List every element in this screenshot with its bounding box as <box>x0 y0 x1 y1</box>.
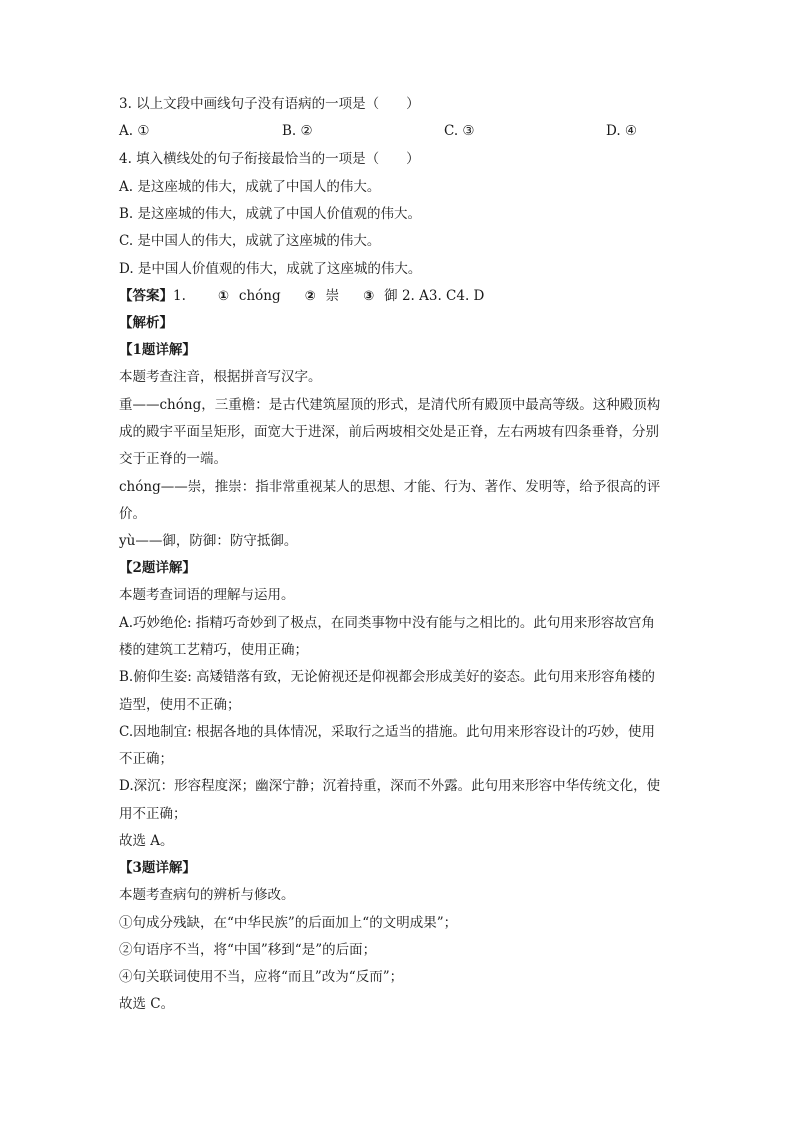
section-2-line: 故选 A。 <box>119 833 174 849</box>
section-1-line: 重——chóng，三重檐：是古代建筑屋顶的形式，是清代所有殿顶中最高等级。这种殿顶构 <box>119 397 661 413</box>
section-1-title: 【1题详解】 <box>119 342 196 358</box>
answer-item-1: chóng <box>238 288 281 304</box>
q3-stem: 3. 以上文段中画线句子没有语病的一项是（ ） <box>119 96 420 112</box>
section-3-line: 故选 C。 <box>119 996 175 1012</box>
section-1-line: yù——御，防御：防守抵御。 <box>119 533 298 549</box>
answer-item-3: 御 2. A3. C4. D <box>384 288 485 304</box>
section-2-line: 用不正确； <box>119 806 187 822</box>
q3-option-c: C. ③ <box>444 123 475 139</box>
q4-option-c: C. 是中国人的伟大，成就了这座城的伟大。 <box>119 233 381 249</box>
q4-option-d: D. 是中国人价值观的伟大，成就了这座城的伟大。 <box>119 261 422 277</box>
answer-mark-1: ① <box>217 289 229 304</box>
analysis-label: 【解析】 <box>119 315 173 331</box>
answer-q1-number: 1. <box>173 288 186 304</box>
section-2-line: 楼的建筑工艺精巧，使用正确； <box>119 642 308 658</box>
section-2-line: C.因地制宜: 根据各地的具体情况，采取行之适当的措施。此句用来形容设计的巧妙，使用 <box>119 724 655 740</box>
q3-option-d: D. ④ <box>606 123 638 139</box>
section-2-title: 【2题详解】 <box>119 560 196 576</box>
section-2-line: 造型，使用不正确； <box>119 697 241 713</box>
section-1-line: 成的殿宇平面呈矩形，面宽大于进深，前后两坡相交处是正脊，左右两坡有四条垂脊，分别 <box>119 424 659 440</box>
section-3-title: 【3题详解】 <box>119 860 196 876</box>
section-2-line: D.深沉：形容程度深；幽深宁静；沉着持重，深而不外露。此句用来形容中华传统文化，使 <box>119 778 661 794</box>
answer-line <box>119 287 484 306</box>
section-3-line: ②句语序不当，将“中国”移到“是”的后面； <box>119 942 377 958</box>
answer-mark-2: ② <box>304 289 316 304</box>
answer-mark-3: ③ <box>363 289 375 304</box>
section-3-line: ④句关联词使用不当，应将“而且”改为“反而”； <box>119 969 404 985</box>
q3-option-b: B. ② <box>282 123 313 139</box>
section-3-line: 本题考查病句的辨析与修改。 <box>119 887 295 903</box>
q4-option-b: B. 是这座城的伟大，成就了中国人价值观的伟大。 <box>119 206 422 222</box>
section-2-line: 本题考查词语的理解与运用。 <box>119 587 295 603</box>
section-2-line: A.巧妙绝伦: 指精巧奇妙到了极点，在同类事物中没有能与之相比的。此句用来形容故宫角 <box>119 615 655 631</box>
q3-option-a: A. ① <box>119 123 150 139</box>
section-1-line: 交于正脊的一端。 <box>119 451 227 467</box>
answer-item-2: 崇 <box>325 288 340 304</box>
section-2-line: 不正确； <box>119 751 173 767</box>
section-1-line: chóng——崇，推崇：指非常重视某人的思想、才能、行为、著作、发明等，给予很高的评 <box>119 479 661 495</box>
section-1-line: 价。 <box>119 506 146 522</box>
q4-option-a: A. 是这座城的伟大，成就了中国人的伟大。 <box>119 179 381 195</box>
section-2-line: B.俯仰生姿: 高矮错落有致，无论俯视还是仰视都会形成美好的姿态。此句用来形容角楼的 <box>119 669 656 685</box>
section-1-line: 本题考查注音，根据拼音写汉字。 <box>119 369 322 385</box>
section-3-line: ①句成分残缺，在“中华民族”的后面加上“的文明成果”； <box>119 915 458 931</box>
answer-label: 【答案】 <box>119 288 173 304</box>
q4-stem: 4. 填入横线处的句子衔接最恰当的一项是（ ） <box>119 151 420 167</box>
